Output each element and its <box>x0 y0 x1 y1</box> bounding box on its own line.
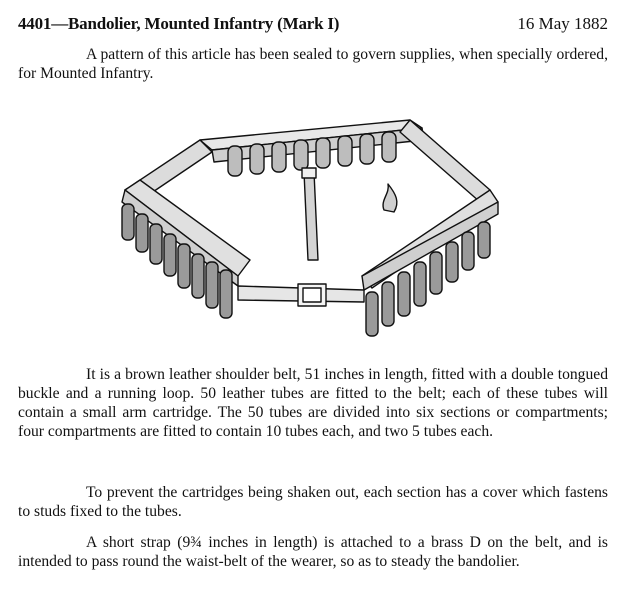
cover-paragraph: To prevent the cartridges being shaken out, each section has a cover which fastens to studs fixed to the tubes. <box>18 484 608 521</box>
description-paragraph: It is a brown leather shoulder belt, 51 inches in length, fitted with a double tongued buckle and a running loop. 50 leather tubes are fitted to the belt; each of these tubes will contain a small arm cartridge. The 50 tubes are divided into six sections or compartments; four compartments are fitted to contain 10 tubes each, and two 5 tubes each. <box>18 366 608 440</box>
article-title: 4401—Bandolier, Mounted Infantry (Mark I) <box>18 14 340 33</box>
intro-paragraph: A pattern of this article has been sealed to govern supplies, when specially ordered, for Mounted Infantry. <box>18 46 608 82</box>
bandolier-illustration <box>100 110 520 360</box>
strap-paragraph: A short strap (9¾ inches in length) is attached to a brass D on the belt, and is intended to pass round the waist-belt of the wearer, so as to steady the bandolier. <box>18 534 608 571</box>
article-date: 16 May 1882 <box>517 14 608 33</box>
page-header <box>18 14 608 38</box>
